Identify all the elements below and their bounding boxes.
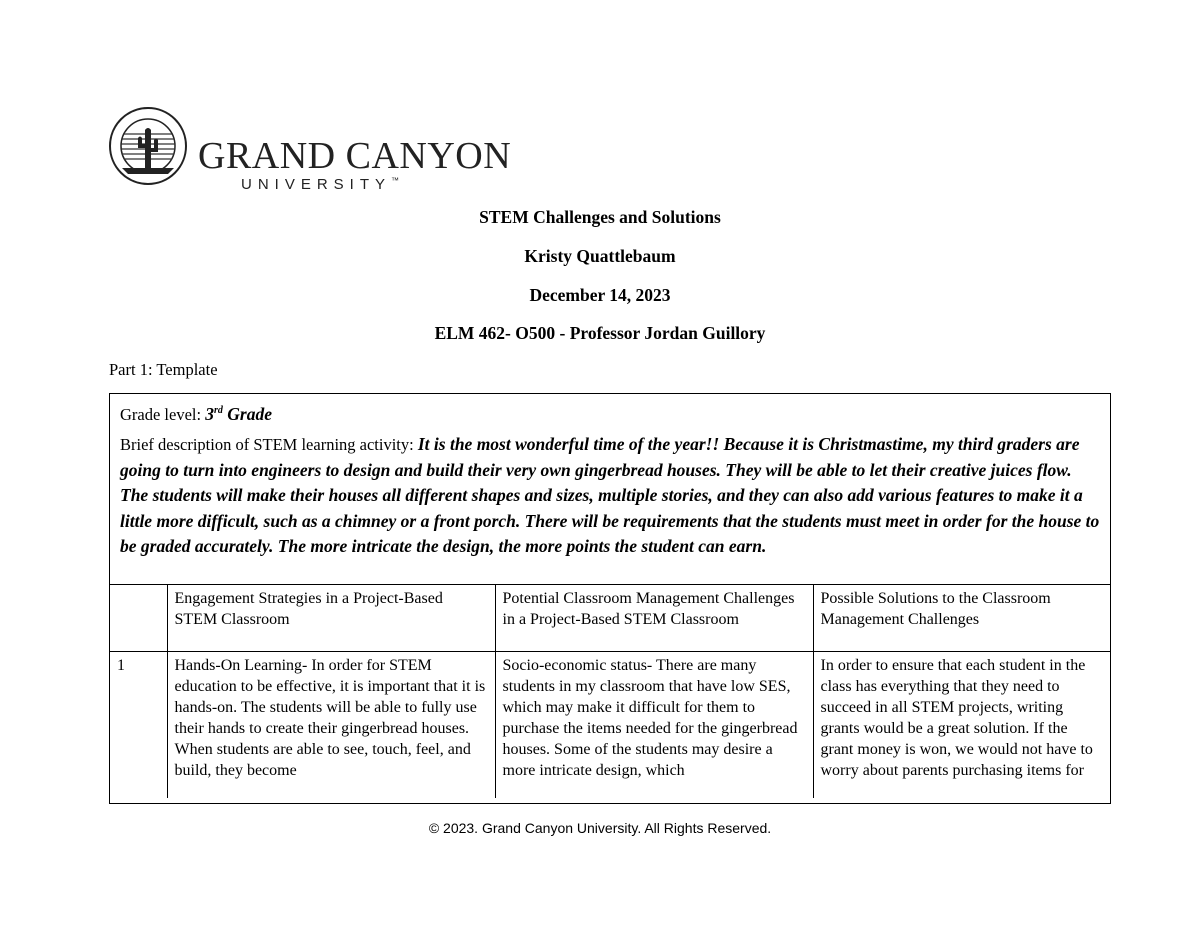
document-title: STEM Challenges and Solutions bbox=[479, 207, 721, 227]
table-row bbox=[110, 652, 1110, 799]
challenge-cell: Socio-economic status- There are many students in my classroom that have low SES, which may make it difficult for them to purchase the items needed for the gingerbread houses. Some of the students may desire a more intricate design, which bbox=[495, 652, 813, 799]
activity-description bbox=[120, 432, 1100, 560]
grade-number: 3 bbox=[205, 403, 214, 424]
grade-level-label: Grade level: bbox=[120, 404, 202, 424]
engagement-cell: Hands-On Learning- In order for STEM education to be effective, it is important that it is hands-on. The students will be able to fully use their hands to create their gingerbread houses. When students are able to see, touch, feel, and build, they become bbox=[167, 652, 495, 799]
university-seal-icon bbox=[108, 106, 188, 186]
description-label: Brief description of STEM learning activity: bbox=[120, 435, 414, 454]
university-name-line2 bbox=[241, 176, 399, 193]
template-frame bbox=[109, 393, 1111, 804]
header-solutions: Possible Solutions to the Classroom Management Challenges bbox=[813, 585, 1110, 652]
grade-suffix: rd bbox=[213, 405, 223, 416]
document-date: December 14, 2023 bbox=[529, 285, 671, 305]
university-logo bbox=[108, 106, 512, 193]
university-name-line1: GRAND CANYON bbox=[198, 135, 512, 177]
grade-level bbox=[120, 398, 1100, 424]
activity-info bbox=[110, 394, 1110, 584]
description-text: It is the most wonderful time of the year!! Because it is Christmastime, my third graders are going to turn into engineers to design and build their very own gingerbread houses. They will be able to let their creative juices flow. The students will make their houses all different shapes and sizes, multiple stories, and they can also add various features to make it a little more difficult, such as a chimney or a front porch. There will be requirements that the students must meet in order for the house to be graded accurately. The more intricate the design, the more points the student can earn. bbox=[120, 434, 1100, 556]
header-engagement: Engagement Strategies in a Project-Based STEM Classroom bbox=[167, 585, 495, 652]
grade-level-value bbox=[205, 404, 272, 424]
author-name: Kristy Quattlebaum bbox=[524, 246, 676, 266]
university-name-text: UNIVERSITY bbox=[241, 176, 392, 193]
part-label: Part 1: Template bbox=[109, 360, 218, 379]
grade-word: Grade bbox=[227, 403, 272, 424]
trademark-symbol: ™ bbox=[391, 176, 400, 185]
solution-cell: In order to ensure that each student in the class has everything that they need to succeed in all STEM projects, writing grants would be a great solution. If the grant money is won, we would not have to worry about parents purchasing items for bbox=[813, 652, 1110, 799]
row-number: 1 bbox=[110, 652, 167, 799]
header-number-cell bbox=[110, 585, 167, 652]
course-info: ELM 462- O500 - Professor Jordan Guillory bbox=[434, 323, 766, 343]
header-challenges: Potential Classroom Management Challenges in a Project-Based STEM Classroom bbox=[495, 585, 813, 652]
strategies-table bbox=[110, 584, 1110, 798]
copyright-footer: © 2023. Grand Canyon University. All Rights Reserved. bbox=[428, 820, 772, 836]
table-header-row bbox=[110, 585, 1110, 652]
